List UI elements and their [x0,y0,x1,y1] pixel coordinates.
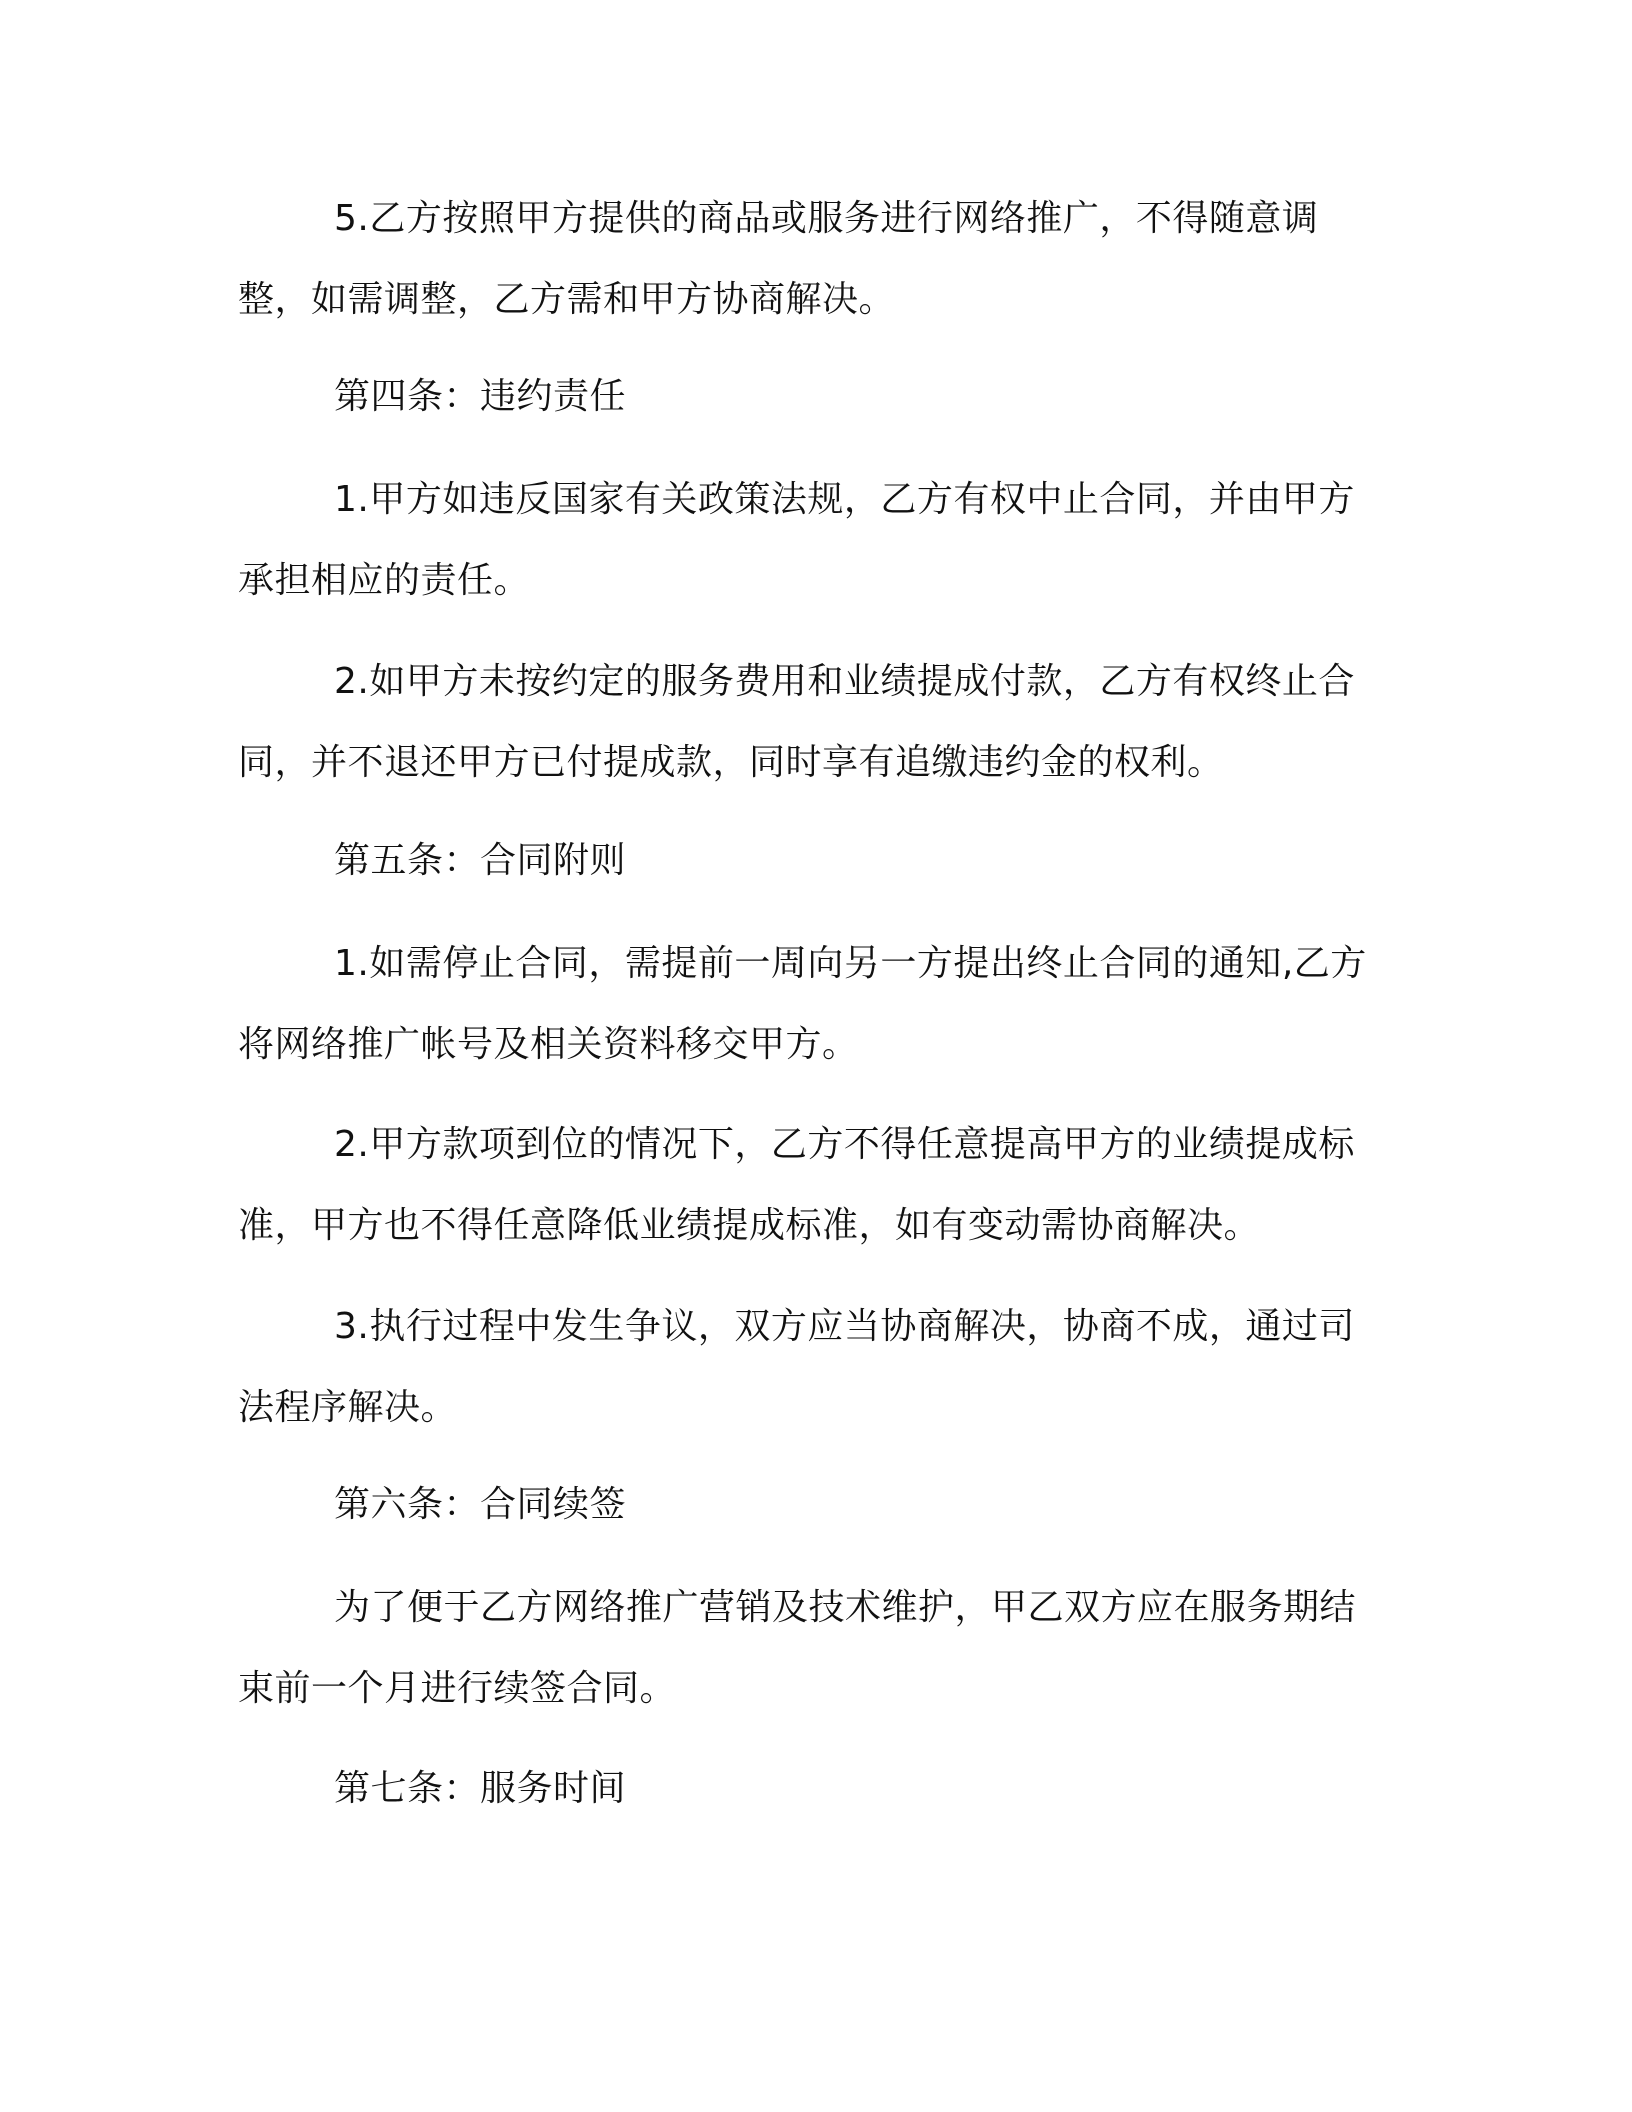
heading-article-6 [238,1464,1384,1545]
paragraph-text: 为了便于乙方网络推广营销及技术维护，甲乙双方应在服务期结束前一个月进行续签合同。 [238,1587,1357,1709]
paragraph-appendix-2 [238,1104,1384,1266]
paragraph-breach-1 [238,459,1384,621]
section-heading: 第五条：合同附则 [334,840,627,881]
paragraph-text: 1.甲方如违反国家有关政策法规，乙方有权中止合同，并由甲方承担相应的责任。 [238,479,1355,601]
heading-article-4 [238,356,1384,437]
paragraph-text: 2.如甲方未按约定的服务费用和业绩提成付款，乙方有权终止合同，并不退还甲方已付提成款，同时享有追缴违约金的权利。 [238,661,1355,783]
paragraph-5-adjustment [238,178,1384,340]
paragraph-appendix-3 [238,1286,1384,1448]
section-heading: 第四条：违约责任 [334,376,627,417]
paragraph-appendix-1 [238,923,1384,1085]
heading-article-5 [238,820,1384,901]
paragraph-text: 1.如需停止合同，需提前一周向另一方提出终止合同的通知,乙方将网络推广帐号及相关资料移交甲方。 [238,943,1367,1065]
paragraph-text: 5.乙方按照甲方提供的商品或服务进行网络推广，不得随意调整，如需调整，乙方需和甲方协商解决。 [238,198,1319,320]
section-heading: 第六条：合同续签 [334,1484,627,1525]
section-heading: 第七条：服务时间 [334,1768,627,1809]
paragraph-text: 2.甲方款项到位的情况下，乙方不得任意提高甲方的业绩提成标准，甲方也不得任意降低业绩提成标准，如有变动需协商解决。 [238,1124,1355,1246]
paragraph-breach-2 [238,641,1384,803]
paragraph-renewal [238,1567,1384,1729]
heading-article-7 [238,1748,1384,1829]
paragraph-text: 3.执行过程中发生争议，双方应当协商解决，协商不成，通过司法程序解决。 [238,1306,1355,1428]
